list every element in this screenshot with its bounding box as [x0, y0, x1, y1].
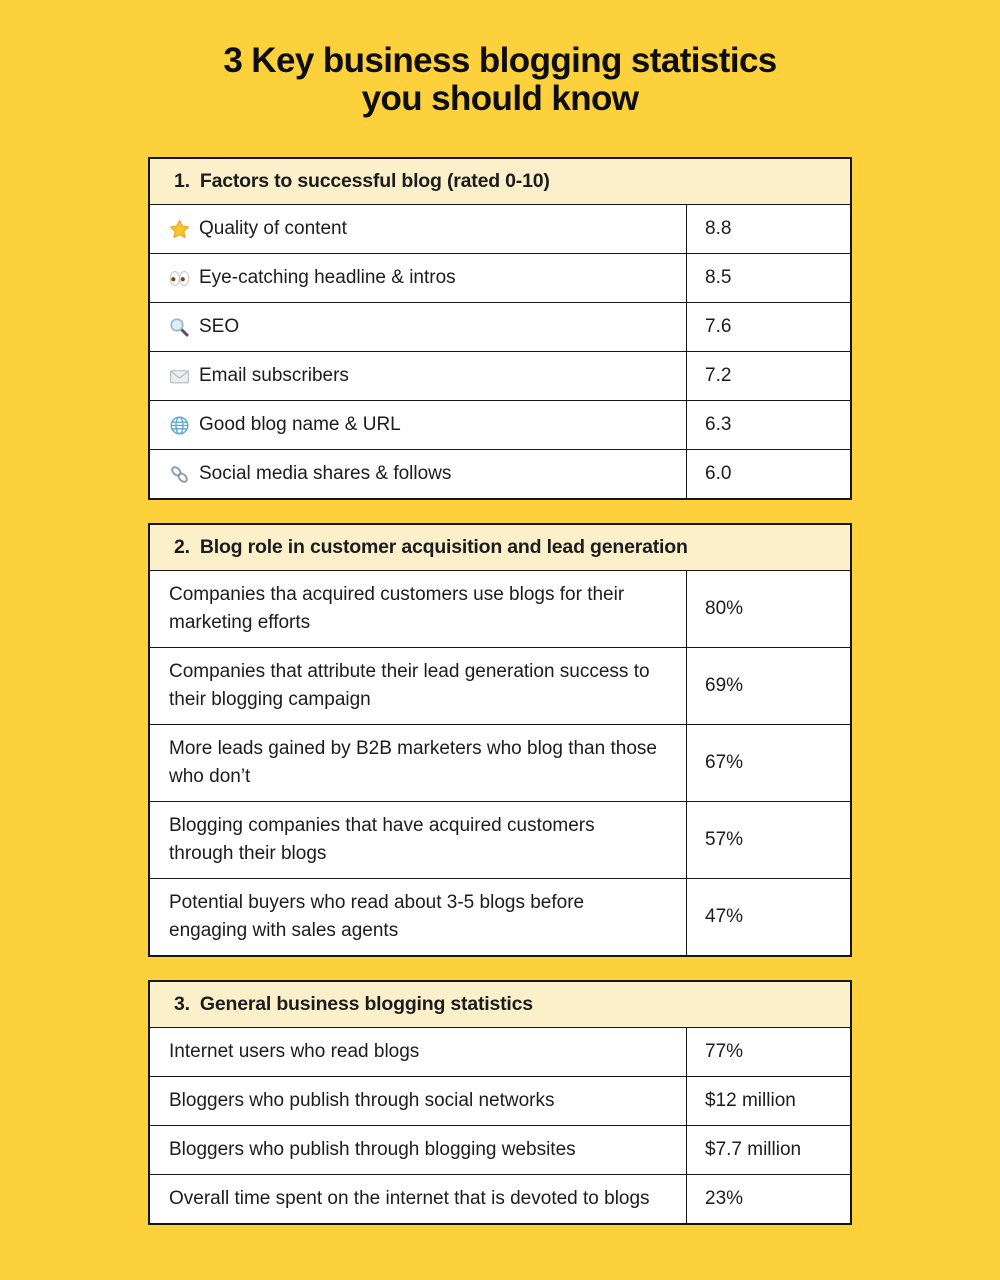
section-number: 1.: [174, 170, 190, 192]
table-row: [150, 801, 850, 878]
section-title: Factors to successful blog (rated 0-10): [199, 170, 550, 192]
table-row: [150, 253, 850, 302]
table-general-statistics: [148, 980, 852, 1225]
row-label: Email subscribers: [199, 365, 349, 386]
row-value: 69%: [686, 648, 850, 724]
row-value: 77%: [686, 1028, 850, 1076]
table-row: [150, 1125, 850, 1174]
row-label: Quality of content: [199, 218, 347, 239]
row-label: Bloggers who publish through social networks: [169, 1090, 555, 1111]
section-number: 2.: [174, 536, 190, 558]
row-label: Social media shares & follows: [199, 463, 452, 484]
row-value: 6.0: [686, 450, 850, 498]
table-row: [150, 571, 850, 647]
row-label: Eye-catching headline & intros: [199, 267, 456, 288]
row-value: $7.7 million: [686, 1126, 850, 1174]
table-blog-factors-header: [150, 159, 850, 205]
section-title: Blog role in customer acquisition and lead generation: [199, 536, 688, 558]
row-label: More leads gained by B2B marketers who blog than those who don’t: [169, 738, 657, 787]
table-customer-acquisition: [148, 523, 852, 957]
section-title: General business blogging statistics: [199, 993, 533, 1015]
eyes-icon: [169, 268, 190, 289]
row-value: $12 million: [686, 1077, 850, 1125]
table-row: [150, 302, 850, 351]
row-value: 8.8: [686, 205, 850, 253]
table-row: [150, 1076, 850, 1125]
row-label: Overall time spent on the internet that is devoted to blogs: [169, 1188, 650, 1209]
table-row: [150, 351, 850, 400]
row-value: 7.6: [686, 303, 850, 351]
page-title: 3 Key business blogging statistics you should know: [223, 41, 777, 118]
table-row: [150, 1028, 850, 1076]
magnifier-icon: [169, 317, 190, 338]
table-row: [150, 205, 850, 253]
row-label: Good blog name & URL: [199, 414, 401, 435]
table-customer-acquisition-header: [150, 525, 850, 571]
row-value: 47%: [686, 879, 850, 955]
table-row: [150, 449, 850, 498]
row-label: Internet users who read blogs: [169, 1041, 420, 1062]
star-icon: [169, 219, 190, 240]
row-label: Bloggers who publish through blogging websites: [169, 1139, 576, 1160]
section-number: 3.: [174, 993, 190, 1015]
row-value: 80%: [686, 571, 850, 647]
table-row: [150, 724, 850, 801]
row-value: 7.2: [686, 352, 850, 400]
link-icon: [169, 464, 190, 485]
row-value: 8.5: [686, 254, 850, 302]
row-value: 23%: [686, 1175, 850, 1223]
table-blog-factors: [148, 157, 852, 500]
row-label: Companies that attribute their lead generation success to their blogging campaign: [169, 661, 650, 710]
row-label: SEO: [199, 316, 240, 337]
table-row: [150, 1174, 850, 1223]
globe-icon: [169, 415, 190, 436]
table-general-statistics-header: [150, 982, 850, 1028]
row-label: Potential buyers who read about 3-5 blogs before engaging with sales agents: [169, 892, 585, 941]
table-row: [150, 400, 850, 449]
table-row: [150, 647, 850, 724]
row-value: 6.3: [686, 401, 850, 449]
row-label: Companies tha acquired customers use blogs for their marketing efforts: [169, 584, 625, 633]
row-value: 67%: [686, 725, 850, 801]
row-value: 57%: [686, 802, 850, 878]
envelope-icon: [169, 366, 190, 387]
row-label: Blogging companies that have acquired customers through their blogs: [169, 815, 595, 864]
table-row: [150, 878, 850, 955]
